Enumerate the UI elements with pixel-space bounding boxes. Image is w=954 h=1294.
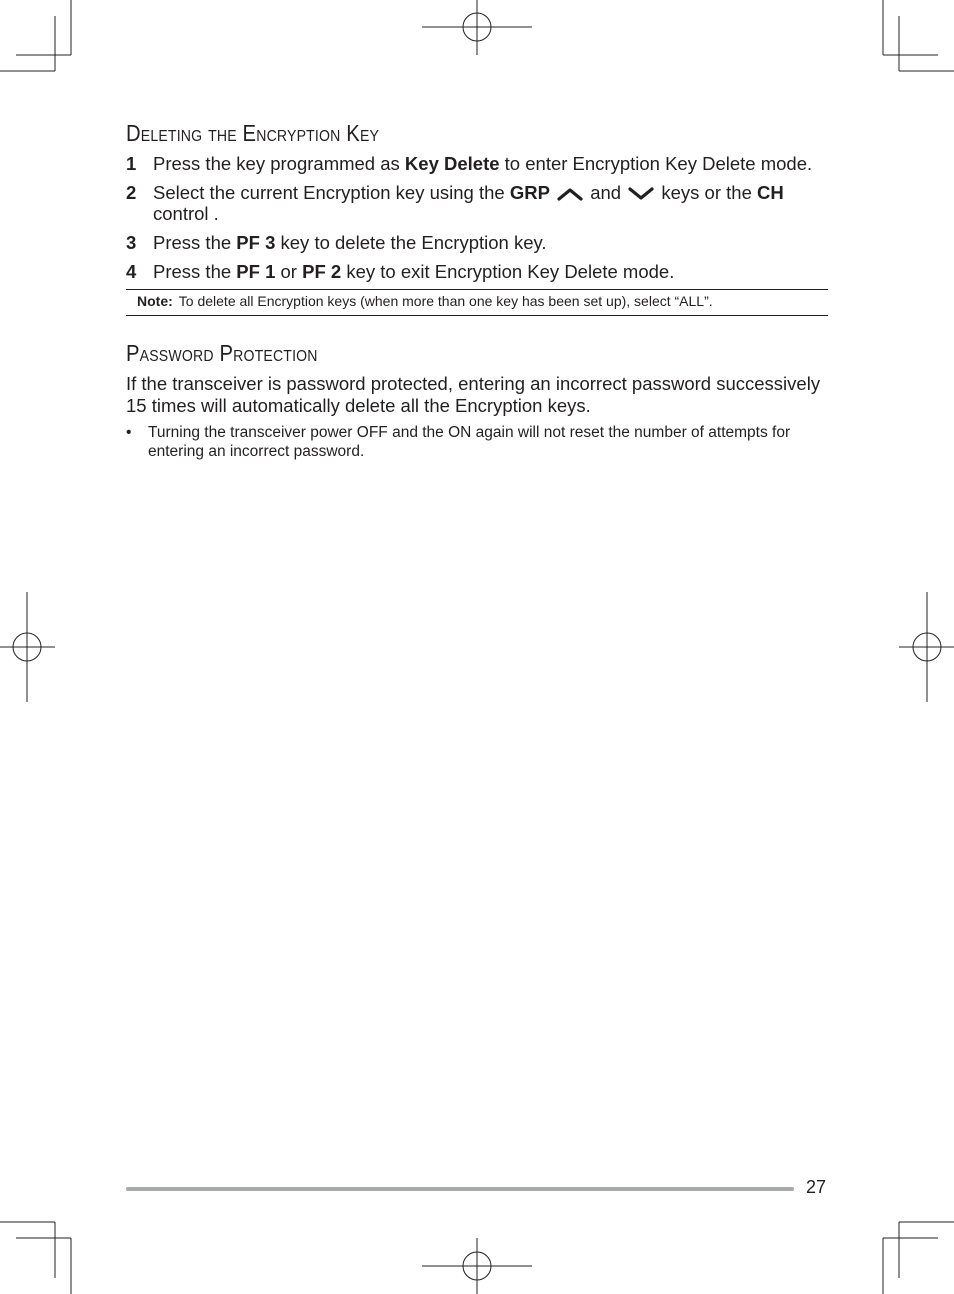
chevron-down-icon <box>628 187 654 201</box>
step-number: 1 <box>126 153 137 174</box>
step-number: 2 <box>126 182 137 203</box>
section-title-password-protection: Password Protection <box>126 340 318 366</box>
note-box <box>126 289 828 316</box>
chevron-up-icon <box>557 187 583 201</box>
step-3: 3 Press the PF 3 key to delete the Encryption key. <box>126 232 547 253</box>
step-number: 4 <box>126 261 137 282</box>
note-text: To delete all Encryption keys (when more than one key has been set up), select “ALL”. <box>178 293 713 309</box>
bullet-text: Turning the transceiver power OFF and the ON again will not reset the number of attempts for entering an incorrect password. <box>148 424 791 460</box>
bullet-item <box>126 423 828 461</box>
step-4: 4 Press the PF 1 or PF 2 key to exit Encryption Key Delete mode. <box>126 261 675 282</box>
step-1: 1 Press the key programmed as Key Delete to enter Encryption Key Delete mode. <box>126 153 813 174</box>
section-password-protection <box>126 338 828 461</box>
bullet-symbol: • <box>126 424 132 441</box>
footer-bar <box>126 1187 794 1191</box>
paragraph: If the transceiver is password protected, entering an incorrect password successively 15 times will automatically delete all the Encryption keys. <box>126 373 821 416</box>
note-label: Note: <box>137 293 173 309</box>
step-number: 3 <box>126 232 137 253</box>
page-number: 27 <box>806 1177 827 1197</box>
step-2: 2 Select the current Encryption key using the GRP and keys or the CH control . <box>126 182 784 224</box>
page-content <box>126 118 828 461</box>
section-title-deleting-key: Deleting the Encryption Key <box>126 120 380 146</box>
